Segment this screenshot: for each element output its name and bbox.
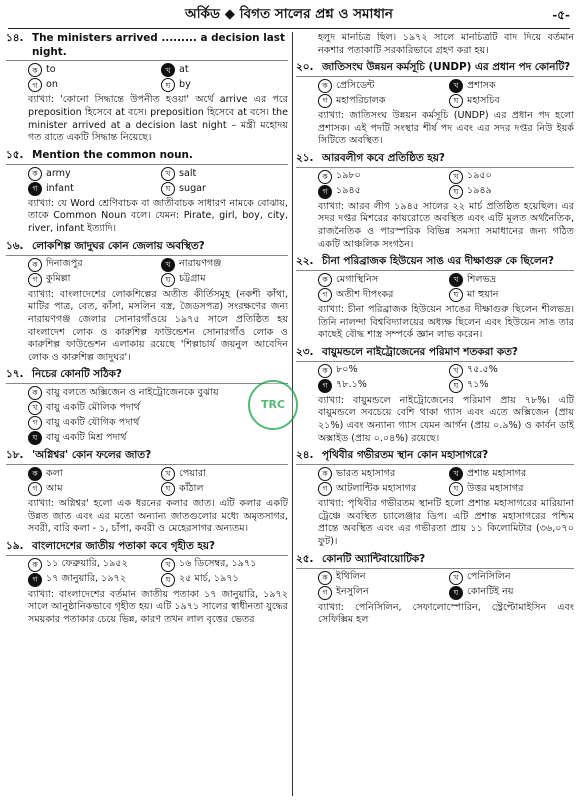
option-item[interactable] bbox=[28, 573, 155, 587]
option-marker: খ bbox=[449, 79, 463, 93]
explanation-text: ব্যাখ্যা: পেনিসিলিন, সেফালোস্পোরিন, স্ট্রেপ্টোমাইসিন এবং সেফিক্সিম হল bbox=[318, 601, 574, 626]
option-item[interactable] bbox=[318, 288, 443, 302]
option-marker: ঘ bbox=[161, 78, 175, 92]
question-text: চীনা পরিব্রাজক হিউয়েন সাঙ এর দীক্ষাগুরু কে ছিলেন? bbox=[322, 255, 554, 268]
question-block bbox=[296, 553, 574, 627]
option-marker: গ bbox=[318, 94, 332, 108]
option-item[interactable] bbox=[318, 571, 443, 585]
explanation-text: ব্যাখ্যা: আরব লীগ ১৯৪৫ সালের ২২ মার্চ প্রতিষ্ঠিত হয়েছিল। এর সদর দপ্তর মিশরের কায়রোতে অবস্থিত এবং এটি মূলত অর্থনৈতিক, রাজনৈতিক ও পারস্পরিক বিভিন্ন সমস্যা সমাধানের জন্য গঠিত একটি আঞ্চলিক সংগঠন। bbox=[318, 200, 574, 250]
option-text: প্রেসিডেন্ট bbox=[336, 79, 375, 91]
option-marker: খ bbox=[161, 558, 175, 572]
option-text: ভারত মহাসাগর bbox=[336, 467, 396, 479]
options-grid bbox=[28, 167, 288, 196]
option-text: বায়ু একটি যৌগিক পদার্থ bbox=[46, 416, 140, 428]
option-item[interactable] bbox=[449, 379, 574, 393]
explanation-text: ব্যাখ্যা: পৃথিবীর গভীরতম স্থানটি হলো প্রশান্ত মহাসাগরের মারিয়ানা ট্রেঞ্চে অবস্থিত চ্যালেঞ্জার ডিপ। এটি প্রশান্ত মহাসাগরের পশ্চিম প্রান্তে অবস্থিত এবং এর গভীরতা প্রায় ১১ কিলোমিটার (৩৬,০৭০ ফুট)। bbox=[318, 498, 574, 548]
option-item[interactable] bbox=[161, 63, 288, 77]
option-text: দিনাজপুর bbox=[46, 258, 83, 270]
question-row bbox=[296, 152, 574, 168]
question-text: জাতিসংঘ উন্নয়ন কর্মসূচি (UNDP) এর প্রধান পদ কোনটি? bbox=[322, 61, 571, 74]
question-block bbox=[296, 255, 574, 342]
option-marker: ক bbox=[28, 386, 42, 400]
options-grid bbox=[28, 558, 288, 587]
option-item[interactable] bbox=[28, 273, 155, 287]
question-text: লোকশিল্প জাদুঘর কোন জেলায় অবস্থিত? bbox=[32, 239, 205, 252]
option-marker: গ bbox=[28, 482, 42, 496]
explanation-text: ব্যাখ্যা: বাংলাদেশের লোকশিল্পের অতীত কীর্তিসমূহ (নকশী কাঁথা, মাটির পাত্র, বেত, কাঁসা, মসলিন বস্ত্র, জৈডসপত্র) সংরক্ষণের জন্য নারায়ণগঞ্জ জেলার সোনারগাঁওয়ে ১৯৭৫ সালে প্রতিষ্ঠিত হয় বাংলাদেশ লোক ও কারুশিল্প ফাউন্ডেশন সোনারগাঁও লোক ও কারুশিল্প ফাউন্ডেশন এলাকায় রয়েছে 'শিল্পাচার্য জয়নুল আবেদিন লোক ও কারুশিল্প জাদুঘর'। bbox=[28, 288, 288, 363]
option-text: শিলভদ্র bbox=[467, 273, 497, 285]
option-marker: ক bbox=[28, 167, 42, 181]
option-item[interactable] bbox=[28, 431, 288, 445]
options-grid bbox=[28, 467, 288, 496]
question-number: ১৬. bbox=[6, 239, 24, 252]
options-grid bbox=[28, 63, 288, 92]
question-row bbox=[6, 540, 288, 556]
option-item[interactable] bbox=[161, 167, 288, 181]
option-item[interactable] bbox=[161, 558, 288, 572]
option-text: ২৫ মার্চ, ১৯৭১ bbox=[179, 573, 239, 585]
option-marker: খ bbox=[161, 167, 175, 181]
option-text: মহাপরিচালক bbox=[336, 94, 386, 106]
option-item[interactable] bbox=[161, 273, 288, 287]
explanation-text: ব্যাখ্যা: অগ্নিশ্বর' হলো এক ধরনের কলার জাত। এটি কলার একটি উন্নত জাত এবং এর মতো অন্যান্য জাতগুলোর মধ্যে অমৃতসাগর, সবরী, বারি কলা - ১, চাঁপা, কবরী ও মেহেরসাগর অন্যতম। bbox=[28, 497, 288, 535]
option-text: by bbox=[179, 79, 191, 91]
question-number: ১৪. bbox=[6, 32, 24, 44]
option-text: আটলান্টিক মহাসাগর bbox=[336, 482, 417, 494]
question-number: ১৮. bbox=[6, 449, 24, 462]
question-text: The ministers arrived ......... a decision last night. bbox=[32, 32, 285, 58]
option-item[interactable] bbox=[28, 167, 155, 181]
question-row bbox=[296, 346, 574, 362]
question-block bbox=[6, 368, 288, 445]
option-marker: ঘ bbox=[161, 482, 175, 496]
option-marker: ঘ bbox=[28, 431, 42, 445]
option-item[interactable] bbox=[449, 79, 574, 93]
option-item[interactable] bbox=[318, 379, 443, 393]
option-marker: ক bbox=[318, 364, 332, 378]
option-marker: খ bbox=[449, 467, 463, 481]
option-item[interactable] bbox=[161, 467, 288, 481]
header-title: অর্কিড ◆ বিগত সালের প্রশ্ন ও সমাধান bbox=[185, 6, 393, 22]
question-block bbox=[296, 61, 574, 148]
option-text: অতীশ দীপংকর bbox=[336, 288, 394, 300]
option-text: salt bbox=[179, 167, 197, 179]
option-marker: খ bbox=[449, 571, 463, 585]
option-marker: ঘ bbox=[449, 379, 463, 393]
option-item[interactable] bbox=[449, 482, 574, 496]
option-marker: গ bbox=[318, 482, 332, 496]
question-block bbox=[6, 32, 288, 145]
question-number: ২২. bbox=[296, 255, 314, 268]
question-text: কোনটি অ্যান্টিবায়োটিক? bbox=[322, 552, 426, 565]
option-marker: ক bbox=[318, 273, 332, 287]
options-grid bbox=[28, 258, 288, 287]
option-item[interactable] bbox=[449, 185, 574, 199]
question-text: বায়ুমন্ডলে নাইট্রোজেনের পরিমাণ শতকরা কত? bbox=[322, 346, 518, 359]
option-text: ইনসুলিন bbox=[336, 586, 369, 598]
option-marker: ঘ bbox=[449, 482, 463, 496]
question-text: Mention the common noun. bbox=[32, 149, 193, 162]
option-item[interactable] bbox=[318, 94, 443, 108]
option-text: প্রশাসক bbox=[467, 79, 496, 91]
question-row bbox=[296, 255, 574, 271]
option-text: বায়ু একটি মৌলিক পদার্থ bbox=[46, 401, 141, 413]
options-grid bbox=[318, 170, 574, 199]
question-number: ২৫. bbox=[296, 552, 314, 565]
question-block bbox=[296, 346, 574, 445]
question-number: ১৯. bbox=[6, 539, 24, 552]
option-marker: ঘ bbox=[161, 182, 175, 196]
right-column bbox=[296, 32, 574, 796]
option-text: to bbox=[46, 64, 56, 76]
option-marker: গ bbox=[318, 288, 332, 302]
explanation-text: ব্যাখ্যা: চীনা পরিব্রাজক হিউয়েন সাঙের দীক্ষাগুরু ছিলেন শীলভদ্র। তিনি নালন্দা বিশ্ববিদ্যালয়ের অধ্যক্ষ ছিলেন এবং হিউয়েন সাঙ তার কাছেই বৌদ্ধ শাস্ত্র সম্পর্কে জ্ঞান লাভ করেন। bbox=[318, 304, 574, 341]
option-marker: গ bbox=[318, 586, 332, 600]
option-marker: গ bbox=[28, 273, 42, 287]
option-marker: গ bbox=[28, 182, 42, 196]
option-text: মেগাস্থিনিস bbox=[336, 273, 379, 285]
question-number: ২১. bbox=[296, 152, 314, 165]
option-item[interactable] bbox=[449, 571, 574, 585]
option-text: on bbox=[46, 79, 58, 91]
option-marker: খ bbox=[449, 170, 463, 184]
option-text: কলা bbox=[46, 467, 63, 479]
option-text: sugar bbox=[179, 182, 206, 194]
options-grid bbox=[318, 571, 574, 600]
option-item[interactable] bbox=[318, 364, 443, 378]
option-item[interactable] bbox=[161, 78, 288, 92]
option-item[interactable] bbox=[318, 482, 443, 496]
option-item[interactable] bbox=[318, 170, 443, 184]
left-column bbox=[6, 32, 288, 796]
option-item[interactable] bbox=[318, 79, 443, 93]
question-number: ২৩. bbox=[296, 346, 314, 359]
question-row bbox=[6, 240, 288, 256]
option-marker: ঘ bbox=[449, 586, 463, 600]
question-row bbox=[6, 149, 288, 165]
option-marker: খ bbox=[161, 258, 175, 272]
option-text: আম bbox=[46, 482, 63, 494]
option-text: নারায়ণগঞ্জ bbox=[179, 258, 222, 270]
question-block bbox=[6, 449, 288, 536]
option-marker: ক bbox=[318, 79, 332, 93]
question-block bbox=[6, 149, 288, 236]
option-item[interactable] bbox=[28, 482, 155, 496]
option-marker: ক bbox=[318, 467, 332, 481]
option-item[interactable] bbox=[28, 78, 155, 92]
option-text: ১১ ফেব্রুয়ারি, ১৯৫২ bbox=[46, 558, 128, 570]
option-item[interactable] bbox=[28, 416, 288, 430]
question-block bbox=[6, 240, 288, 365]
option-text: বায়ু বলতে অক্সিজেন ও নাইট্রোজেনকে বুঝায় bbox=[46, 386, 219, 398]
option-text: মহাসচিব bbox=[467, 94, 500, 106]
option-text: পেয়ারা bbox=[179, 467, 206, 479]
option-text: ১৯৫০ bbox=[467, 170, 492, 182]
option-item[interactable] bbox=[449, 467, 574, 481]
question-row bbox=[296, 449, 574, 465]
explanation-text: ব্যাখ্যা: বায়ুমন্ডলে নাইট্রোজেনের পরিমাণ প্রায় ৭৮%। এটি বায়ুমন্ডলে সবচেয়ে বেশি থাকা গ্যাস এবং এতে অক্সিজেন (প্রায় ২১%) এবং অন্যান্য গ্যাস যেমন আর্গন (প্রায় ০.৯%) ও কার্বন ডাই অক্সাইড (প্রায় ০.০৪%) রয়েছে। bbox=[318, 394, 574, 444]
option-item[interactable] bbox=[449, 288, 574, 302]
option-item[interactable] bbox=[28, 63, 155, 77]
option-item[interactable] bbox=[161, 573, 288, 587]
explanation-text: ব্যাখ্যা: যে Word শ্রেণিবাচক বা জাতীবাচক সাধারণ নামকে বোঝায়, তাকে Common Noun বলে। যেমন: Pirate, girl, boy, city, river, infant ইত্যাদি। bbox=[28, 197, 288, 235]
option-item[interactable] bbox=[449, 170, 574, 184]
continued-text: হলুদ মানচিত্র ছিল। ১৯৭২ সালে মানচিত্রটি বাদ দিয়ে বর্তমান নকশার পতাকাটি সরকারিভাবে গ্রহণ করা হয়। bbox=[318, 32, 574, 56]
option-item[interactable] bbox=[28, 558, 155, 572]
explanation-text: ব্যাখ্যা: জাতিসংঘ উন্নয়ন কর্মসূচি (UNDP) এর প্রধান পদ হলো প্রশাসক। এই পদটি সংস্থার শীর্ষ পদ এবং এর সদর দপ্তর নিউ ইয়র্ক সিটিতে অবস্থিত। bbox=[318, 110, 574, 147]
options-grid bbox=[318, 79, 574, 108]
question-block bbox=[296, 449, 574, 548]
option-text: চট্টগ্রাম bbox=[179, 273, 206, 285]
option-text: কাঁঠাল bbox=[179, 482, 204, 494]
question-row bbox=[6, 32, 288, 61]
option-marker: খ bbox=[449, 273, 463, 287]
option-text: army bbox=[46, 167, 71, 179]
option-marker: খ bbox=[28, 401, 42, 415]
option-marker: খ bbox=[449, 364, 463, 378]
option-text: প্রশান্ত মহাসাগর bbox=[467, 467, 527, 479]
option-text: at bbox=[179, 64, 189, 76]
option-text: infant bbox=[46, 182, 74, 194]
option-marker: ঘ bbox=[449, 94, 463, 108]
option-text: ১৭ জানুয়ারি, ১৯৭২ bbox=[46, 573, 127, 585]
page-header bbox=[8, 6, 570, 29]
option-marker: ক bbox=[28, 63, 42, 77]
option-item[interactable] bbox=[449, 94, 574, 108]
option-marker: ঘ bbox=[161, 573, 175, 587]
question-number: ১৫. bbox=[6, 149, 24, 162]
option-marker: ঘ bbox=[449, 288, 463, 302]
page-number: -৫- bbox=[552, 8, 570, 22]
option-item[interactable] bbox=[28, 467, 155, 481]
option-text: ১৬ ডিসেম্বর, ১৯৭১ bbox=[179, 558, 257, 570]
option-text: ১৯৪৫ bbox=[336, 185, 361, 197]
options-grid bbox=[318, 467, 574, 496]
option-text: ১৯৮০ bbox=[336, 170, 361, 182]
option-marker: গ bbox=[28, 416, 42, 430]
option-item[interactable] bbox=[318, 273, 443, 287]
question-number: ২৪. bbox=[296, 449, 314, 462]
question-block bbox=[296, 152, 574, 251]
option-item[interactable] bbox=[161, 482, 288, 496]
option-marker: খ bbox=[161, 63, 175, 77]
option-marker: গ bbox=[318, 379, 332, 393]
question-text: পৃথিবীর গভীরতম স্থান কোন মহাসাগরে? bbox=[322, 449, 489, 462]
option-marker: ঘ bbox=[449, 185, 463, 199]
question-row bbox=[296, 61, 574, 77]
option-item[interactable] bbox=[28, 182, 155, 196]
option-marker: খ bbox=[161, 467, 175, 481]
question-number: ২০. bbox=[296, 61, 314, 74]
options-grid bbox=[318, 273, 574, 302]
option-text: ৮০% bbox=[336, 364, 358, 376]
option-item[interactable] bbox=[318, 467, 443, 481]
option-item[interactable] bbox=[449, 273, 574, 287]
option-item[interactable] bbox=[318, 185, 443, 199]
explanation-text: ব্যাখ্যা: বাংলাদেশের বর্তমান জাতীয় পতাকা ১৭ জানুয়ারি, ১৯৭২ সালে আনুষ্ঠানিকভাবে গৃহীত হয়। এটি ১৯৭১ সালের স্বাধীনতা যুদ্ধের সময়কার পতাকার চেয়ে ভিন্ন, কারণ তখন লাল বৃত্তের ভেতর bbox=[28, 588, 288, 625]
question-number: ১৭. bbox=[6, 368, 24, 381]
option-marker: গ bbox=[318, 185, 332, 199]
question-text: বাংলাদেশের জাতীয় পতাকা কবে গৃহীত হয়? bbox=[32, 539, 216, 552]
question-row bbox=[6, 449, 288, 465]
option-text: কোনটিই নয় bbox=[467, 586, 514, 598]
option-item[interactable] bbox=[161, 258, 288, 272]
option-text: ৭১% bbox=[467, 379, 489, 391]
option-text: উত্তর মহাসাগর bbox=[467, 482, 524, 494]
option-item[interactable] bbox=[28, 258, 155, 272]
options-grid bbox=[318, 364, 574, 393]
watermark-logo: TRC bbox=[248, 380, 298, 430]
option-item[interactable] bbox=[449, 586, 574, 600]
option-marker: ক bbox=[318, 170, 332, 184]
question-row bbox=[6, 368, 288, 384]
option-text: কুমিল্লা bbox=[46, 273, 71, 285]
option-text: ইথিলিন bbox=[336, 571, 366, 583]
option-text: ১৯৪৯ bbox=[467, 185, 492, 197]
option-text: মা হুয়ান bbox=[467, 288, 499, 300]
option-marker: ক bbox=[28, 258, 42, 272]
option-text: ৭৮.১% bbox=[336, 379, 367, 391]
option-item[interactable] bbox=[449, 364, 574, 378]
option-marker: গ bbox=[28, 573, 42, 587]
option-text: ৭৫.৫% bbox=[467, 364, 498, 376]
option-marker: গ bbox=[28, 78, 42, 92]
option-item[interactable] bbox=[318, 586, 443, 600]
explanation-text: ব্যাখ্যা: 'কোনো সিদ্ধান্তে উপনীত হওয়া' অর্থে arrive এর পরে preposition হিসেবে at বসে। preposition হিসেবে at বসে। the minister arrived at a decision last night – মন্ত্রী মহোদয় গত রাতে একটি সিদ্ধান্ত নিয়েছে। bbox=[28, 94, 288, 144]
question-row bbox=[296, 553, 574, 569]
option-marker: ক bbox=[318, 571, 332, 585]
option-text: বায়ু একটি মিশ্র পদার্থ bbox=[46, 431, 127, 443]
question-text: 'অগ্নিশ্বর' কোন ফলের জাত? bbox=[32, 449, 152, 462]
option-marker: ক bbox=[28, 558, 42, 572]
option-marker: ঘ bbox=[161, 273, 175, 287]
option-marker: ক bbox=[28, 467, 42, 481]
question-text: আরবলীগ কবে প্রতিষ্ঠিত হয়? bbox=[322, 152, 445, 165]
question-block bbox=[6, 540, 288, 627]
option-text: পেনিসিলিন bbox=[467, 571, 511, 583]
option-item[interactable] bbox=[161, 182, 288, 196]
question-text: নিচের কোনটি সঠিক? bbox=[32, 368, 122, 381]
